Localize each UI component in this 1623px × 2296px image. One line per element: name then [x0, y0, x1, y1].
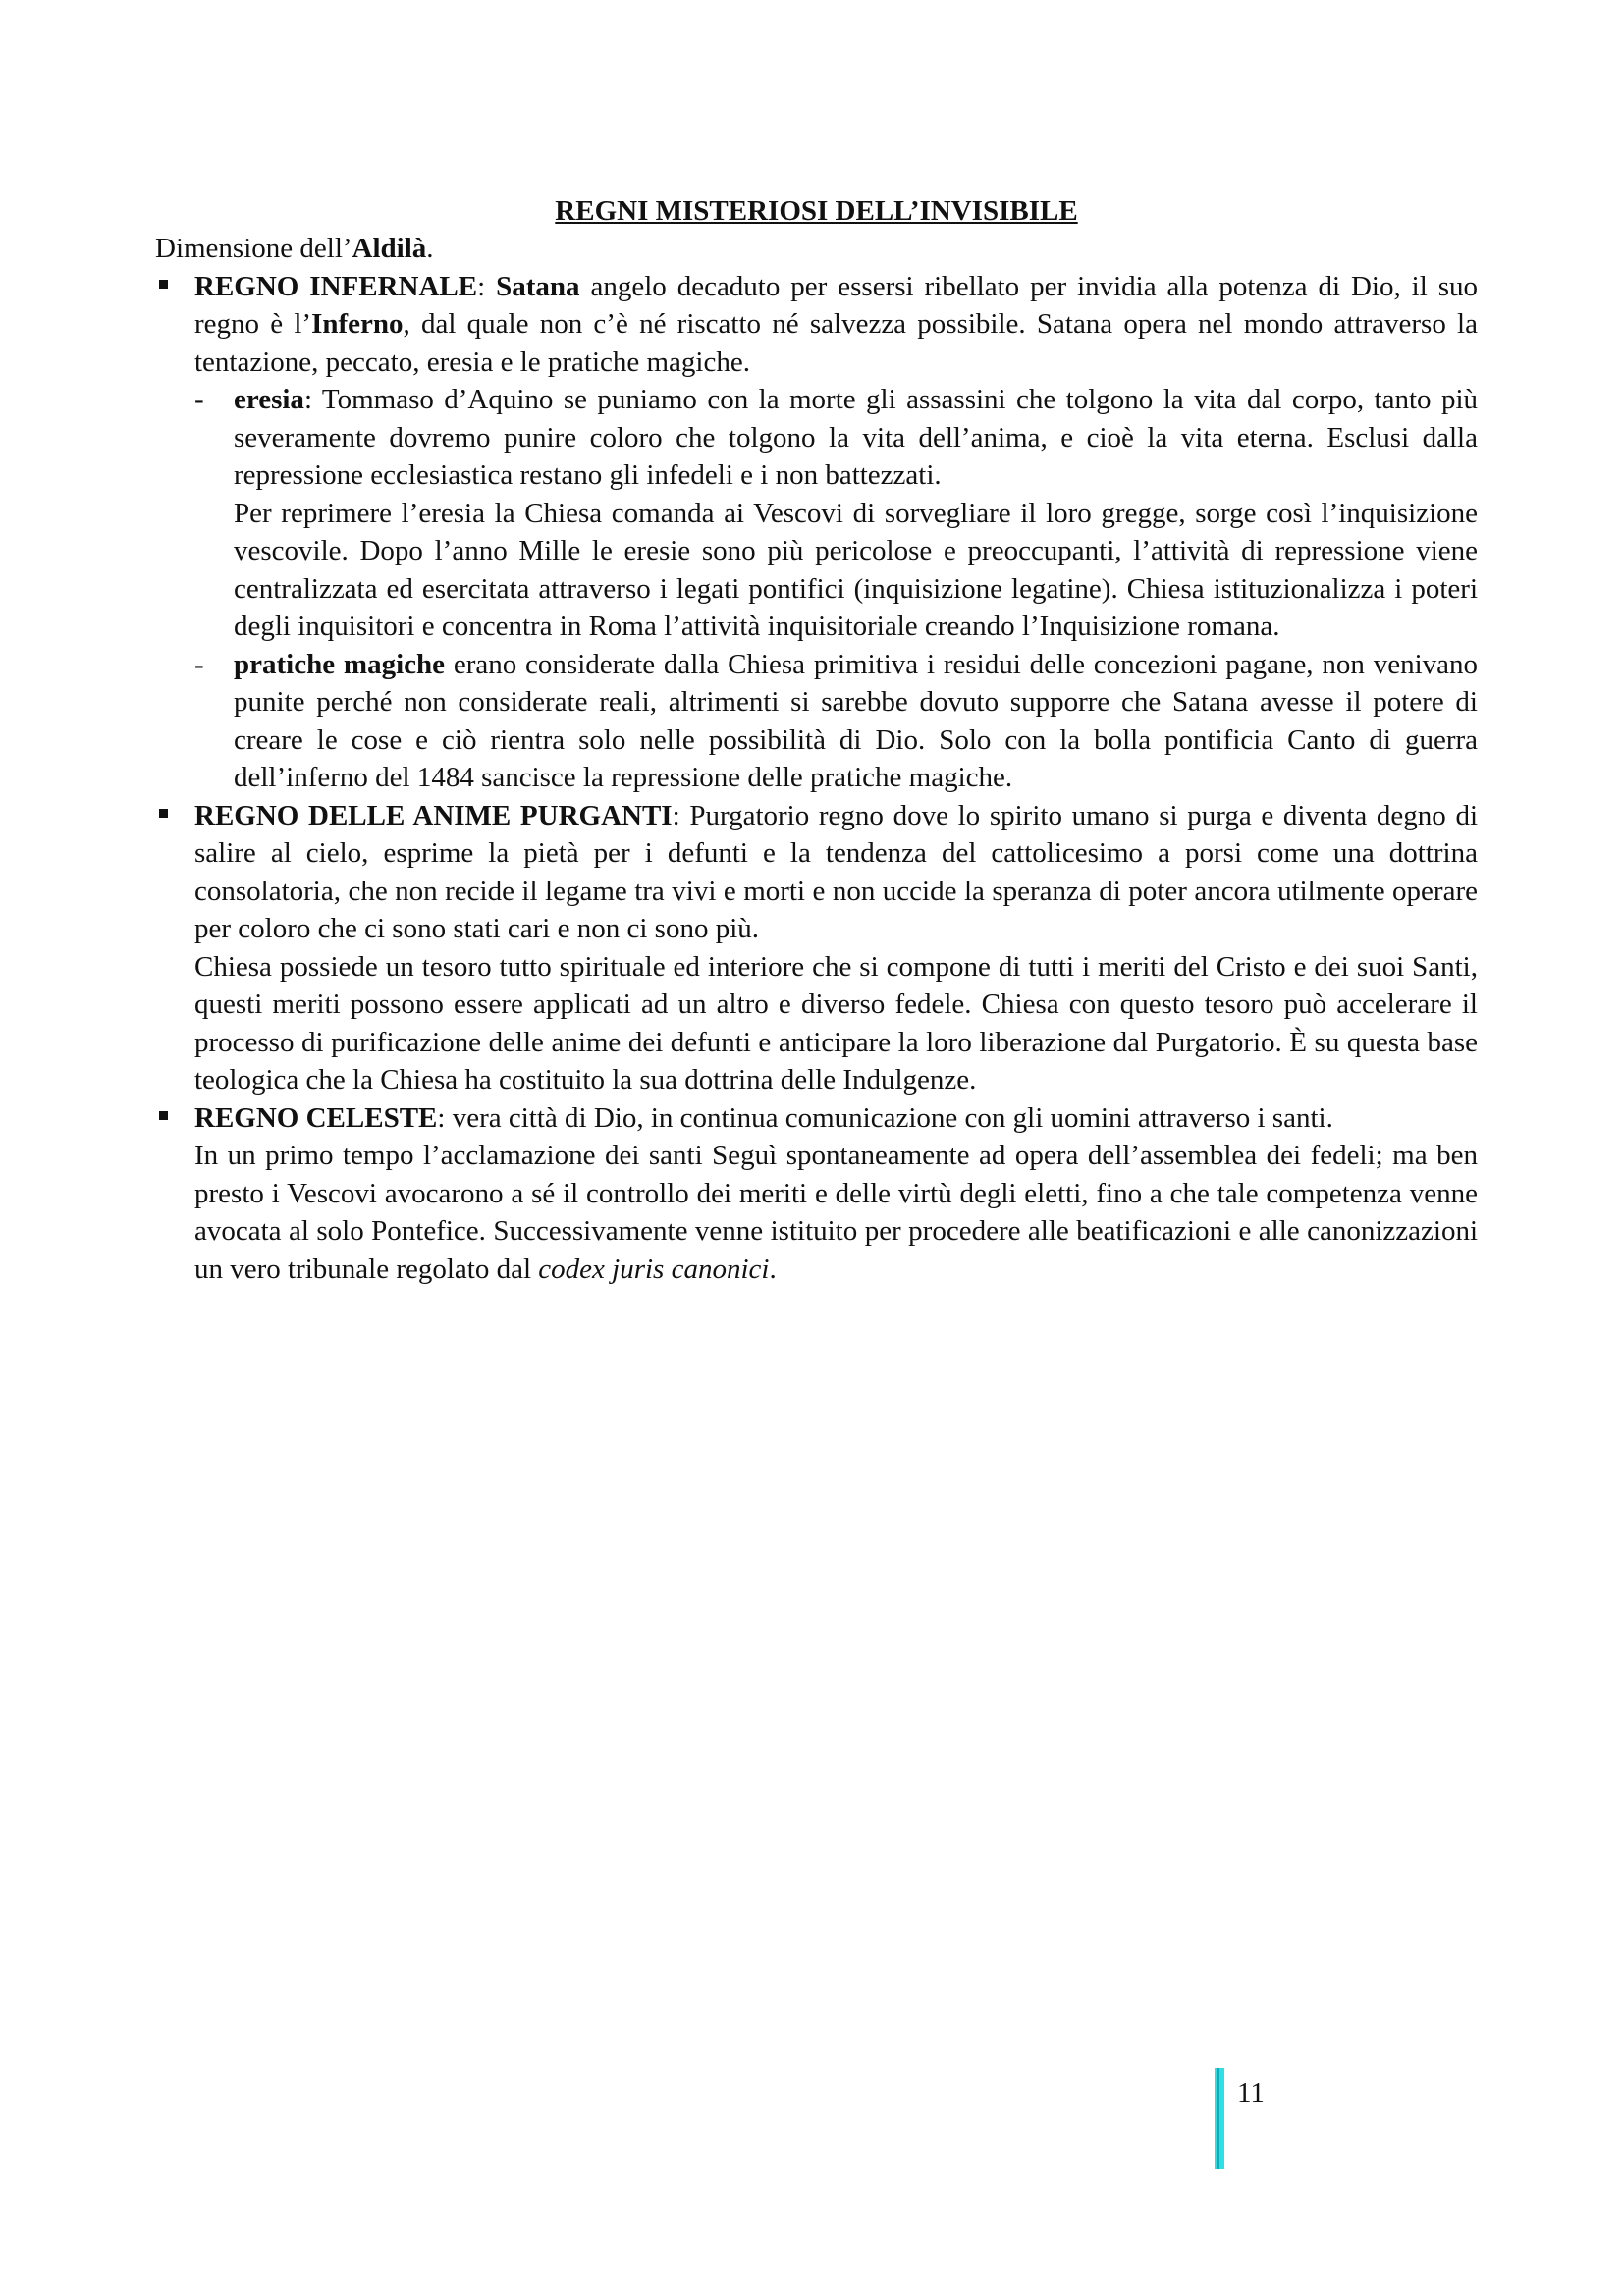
body-text: : Purgatorio regno dove lo spirito umano si purga e diventa degno di salire al cielo, esprime la pietà per i defunti e la tendenza del cattolicesimo a porsi come una dottrina consolatoria, che non recide il legame tra vivi e morti e non uccide la speranza di poter ancora utilmente operare per coloro che ci sono stati cari e non ci sono più. [194, 799, 1479, 944]
square-bullet-icon [159, 280, 168, 289]
regno-purganti-paragraph-2: Chiesa possiede un tesoro tutto spirituale ed interiore che si compone di tutti i meriti del Cristo e dei suoi Santi, questi meriti possono essere applicati ad un altro e diverso fedele. Chiesa con questo tesoro può accelerare il processo di purificazione delle anime dei defunti e anticipare la loro liberazione dal Purgatorio. È su questa base teologica che la Chiesa ha costituito la sua dottrina delle Indulgenze. [194, 950, 1478, 1095]
sublist-item-eresia [155, 381, 1478, 646]
dash-bullet: - [194, 384, 204, 415]
regno-infernale-text [194, 268, 1478, 382]
separator: : [477, 270, 497, 302]
eresia-text [234, 381, 1478, 495]
bold-term: pratiche magiche [234, 648, 445, 680]
body-text: : vera città di Dio, in continua comunicazione con gli uomini attraverso i santi. [437, 1101, 1333, 1134]
intro-bold-term: Aldilà [352, 233, 427, 264]
regno-purganti-text [194, 797, 1478, 948]
intro-suffix: . [426, 233, 434, 264]
body-text: : Tommaso d’Aquino se puniamo con la morte gli assassini che tolgono la vita dal corpo, tanto più severamente dovremo punire coloro che tolgono la vita dell’anima, e cioè la vita eterna. Esclusi dalla repressione ecclesiastica restano gli infedeli e i non battezzati. [234, 384, 1478, 491]
section-heading: REGNO DELLE ANIME PURGANTI [194, 799, 673, 831]
list-item-regno-infernale [155, 268, 1478, 382]
eresia-paragraph-2: Per reprimere l’eresia la Chiesa comanda ai Vescovi di sorvegliare il loro gregge, sorge così l’inquisizione vescovile. Dopo l’anno Mille le eresie sono più pericolose e preoccupanti, l’attività di repressione viene centralizzata ed esercitata attraverso i legati pontifici (inquisizione legatine). Chiesa istituzionalizza i poteri degli inquisitori e concentra in Roma l’attività inquisitoriale creando l’Inquisizione romana. [234, 497, 1478, 642]
intro-line [155, 230, 1478, 268]
italic-term: codex juris canonici [538, 1253, 770, 1285]
body-text: . [769, 1253, 777, 1285]
body-text: erano considerate dalla Chiesa primitiva i residui delle concezioni pagane, non venivano punite perché non considerate reali, altrimenti si sarebbe dovuto supporre che Satana avesse il potere di creare le cose e ciò rientra solo nelle possibilità di Dio. Solo con la bolla pontificia Canto di guerra dell’inferno del 1484 sancisce la repressione delle pratiche magiche. [234, 648, 1479, 793]
page-footer [1215, 2068, 1273, 2169]
square-bullet-icon [159, 809, 168, 818]
footer-accent-bar [1215, 2068, 1224, 2169]
section-heading: REGNO CELESTE [194, 1101, 438, 1134]
list-item-regno-celeste [155, 1099, 1478, 1289]
regno-celeste-text [194, 1099, 1478, 1138]
body-text: In un primo tempo l’acclamazione dei santi Seguì spontaneamente ad opera dell’assemblea dei fedeli; ma ben presto i Vescovi avocarono a sé il controllo dei meriti e delle virtù degli eletti, fino a che tale competenza venne avocata al solo Pontefice. Successivamente venne istituito per procedere alle beatificazioni e alle canonizzazioni un vero tribunale regolato dal [194, 1140, 1478, 1285]
intro-prefix: Dimensione dell’ [155, 233, 352, 264]
bold-term: eresia [234, 384, 304, 415]
body-text: , dal quale non c’è né riscatto né salvezza possibile. Satana opera nel mondo attraverso la tentazione, peccato, eresia e le pratiche magiche. [194, 308, 1478, 378]
sublist-item-pratiche-magiche [155, 646, 1478, 797]
page-title: REGNI MISTERIOSI DELL’INVISIBILE [555, 195, 1078, 227]
bold-term: Satana [496, 270, 580, 302]
dash-bullet: - [194, 648, 204, 680]
document-page [155, 192, 1478, 1288]
regno-celeste-paragraph-2 [194, 1137, 1478, 1288]
square-bullet-icon [159, 1111, 168, 1120]
bold-term: Inferno [311, 308, 404, 340]
pratiche-magiche-text [234, 646, 1478, 797]
page-number: 11 [1237, 2077, 1265, 2109]
body-text: angelo decaduto per essersi ribellato per invidia alla potenza di Dio, il suo regno è l’ [194, 270, 1478, 340]
section-heading: REGNO INFERNALE [194, 270, 478, 302]
list-item-regno-purganti [155, 797, 1478, 1099]
